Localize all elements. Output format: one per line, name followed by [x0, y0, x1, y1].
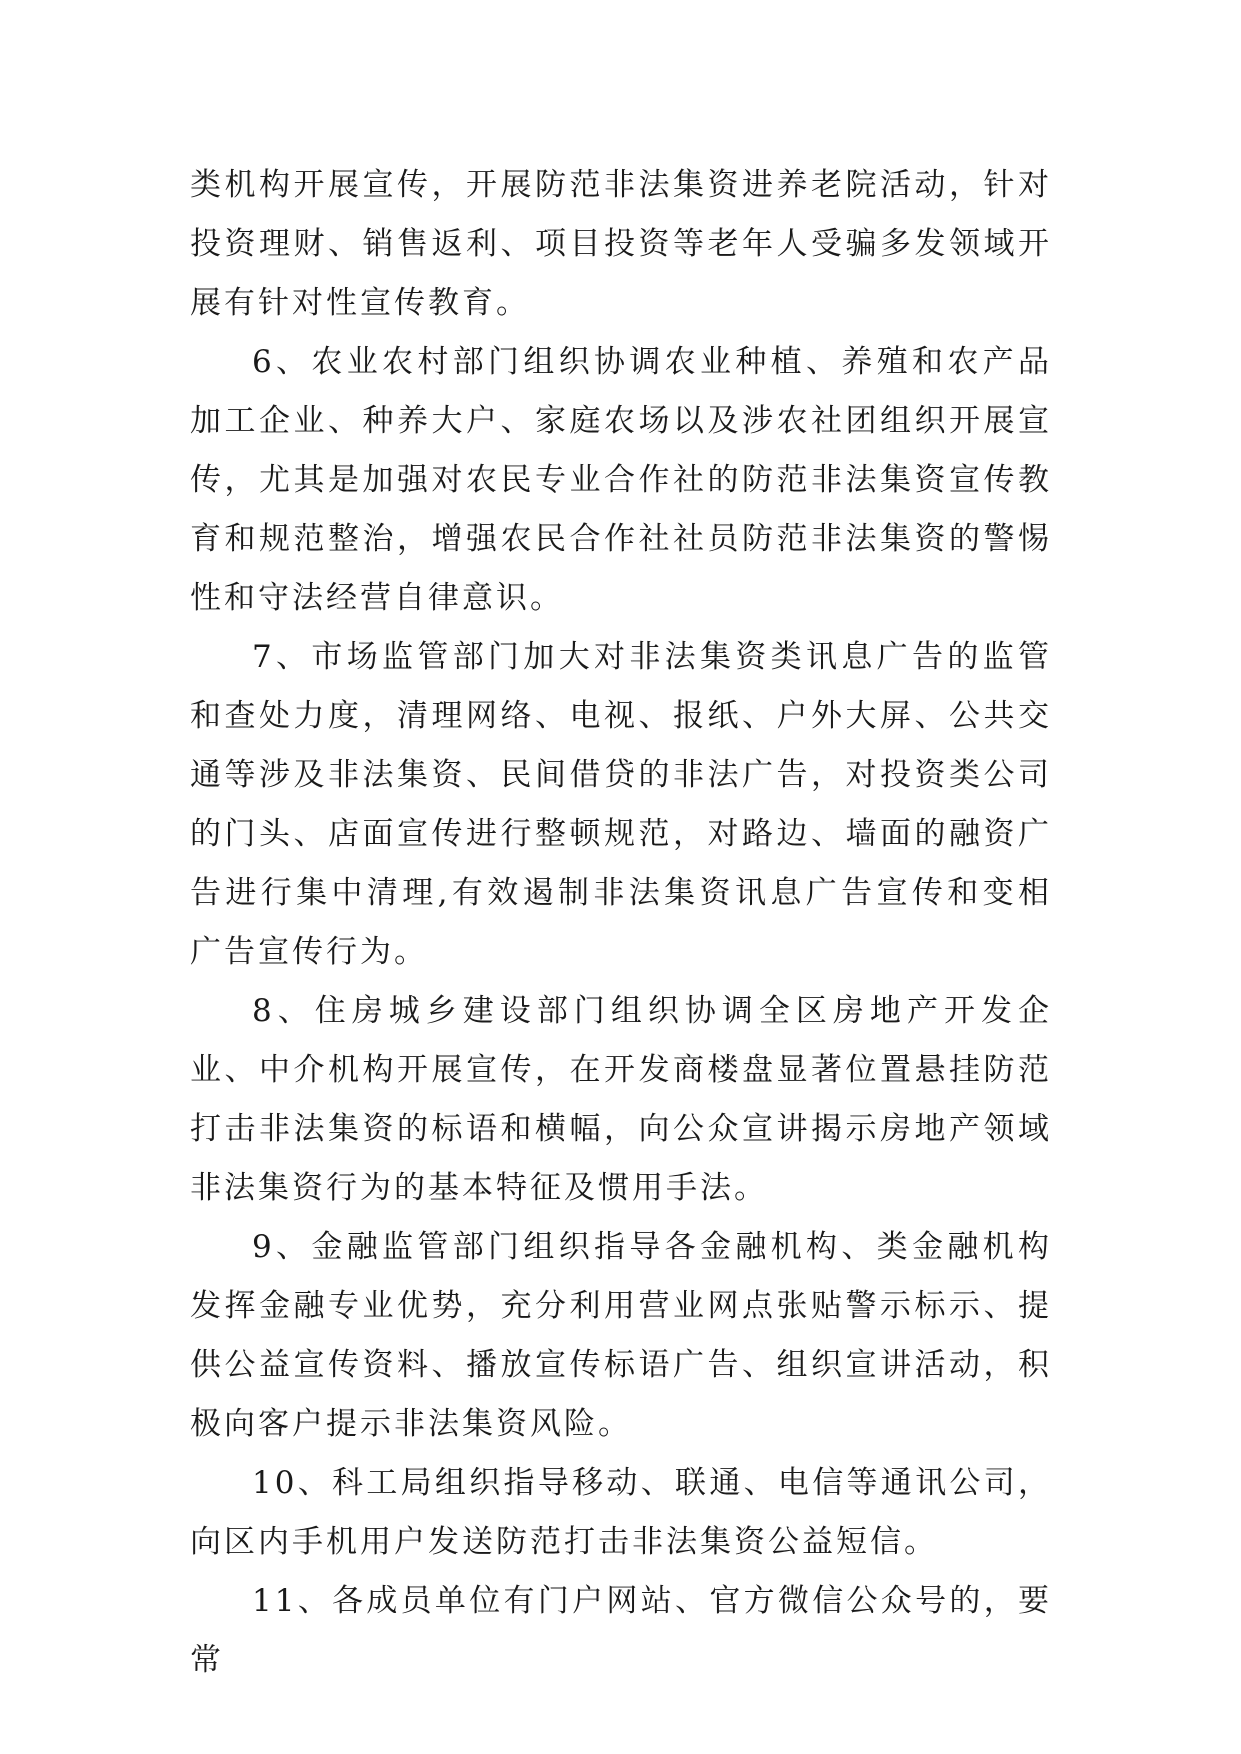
- paragraph-item-10: 10、科工局组织指导移动、联通、电信等通讯公司，向区内手机用户发送防范打击非法集资公益短信。: [190, 1465, 1052, 1560]
- document-body: [190, 156, 1052, 1690]
- paragraph-continuation: 类机构开展宣传，开展防范非法集资进养老院活动，针对投资理财、销售返利、项目投资等老年人受骗多发领域开展有针对性宣传教育。: [190, 167, 1052, 321]
- paragraph-item-7: 7、市场监管部门加大对非法集资类讯息广告的监管和查处力度，清理网络、电视、报纸、户外大屏、公共交通等涉及非法集资、民间借贷的非法广告，对投资类公司的门头、店面宣传进行整顿规范，对路边、墙面的融资广告进行集中清理,有效遏制非法集资讯息广告宣传和变相广告宣传行为。: [190, 639, 1052, 970]
- paragraph-item-6: 6、农业农村部门组织协调农业种植、养殖和农产品加工企业、种养大户、家庭农场以及涉农社团组织开展宣传，尤其是加强对农民专业合作社的防范非法集资宣传教育和规范整治，增强农民合作社社员防范非法集资的警惕性和守法经营自律意识。: [190, 344, 1052, 616]
- paragraph-item-11: 11、各成员单位有门户网站、官方微信公众号的，要常: [190, 1583, 1052, 1678]
- paragraph-item-9: 9、金融监管部门组织指导各金融机构、类金融机构发挥金融专业优势，充分利用营业网点张贴警示标示、提供公益宣传资料、播放宣传标语广告、组织宣讲活动，积极向客户提示非法集资风险。: [190, 1229, 1052, 1442]
- paragraph-item-8: 8、住房城乡建设部门组织协调全区房地产开发企业、中介机构开展宣传，在开发商楼盘显著位置悬挂防范打击非法集资的标语和横幅，向公众宣讲揭示房地产领域非法集资行为的基本特征及惯用手法。: [190, 993, 1052, 1206]
